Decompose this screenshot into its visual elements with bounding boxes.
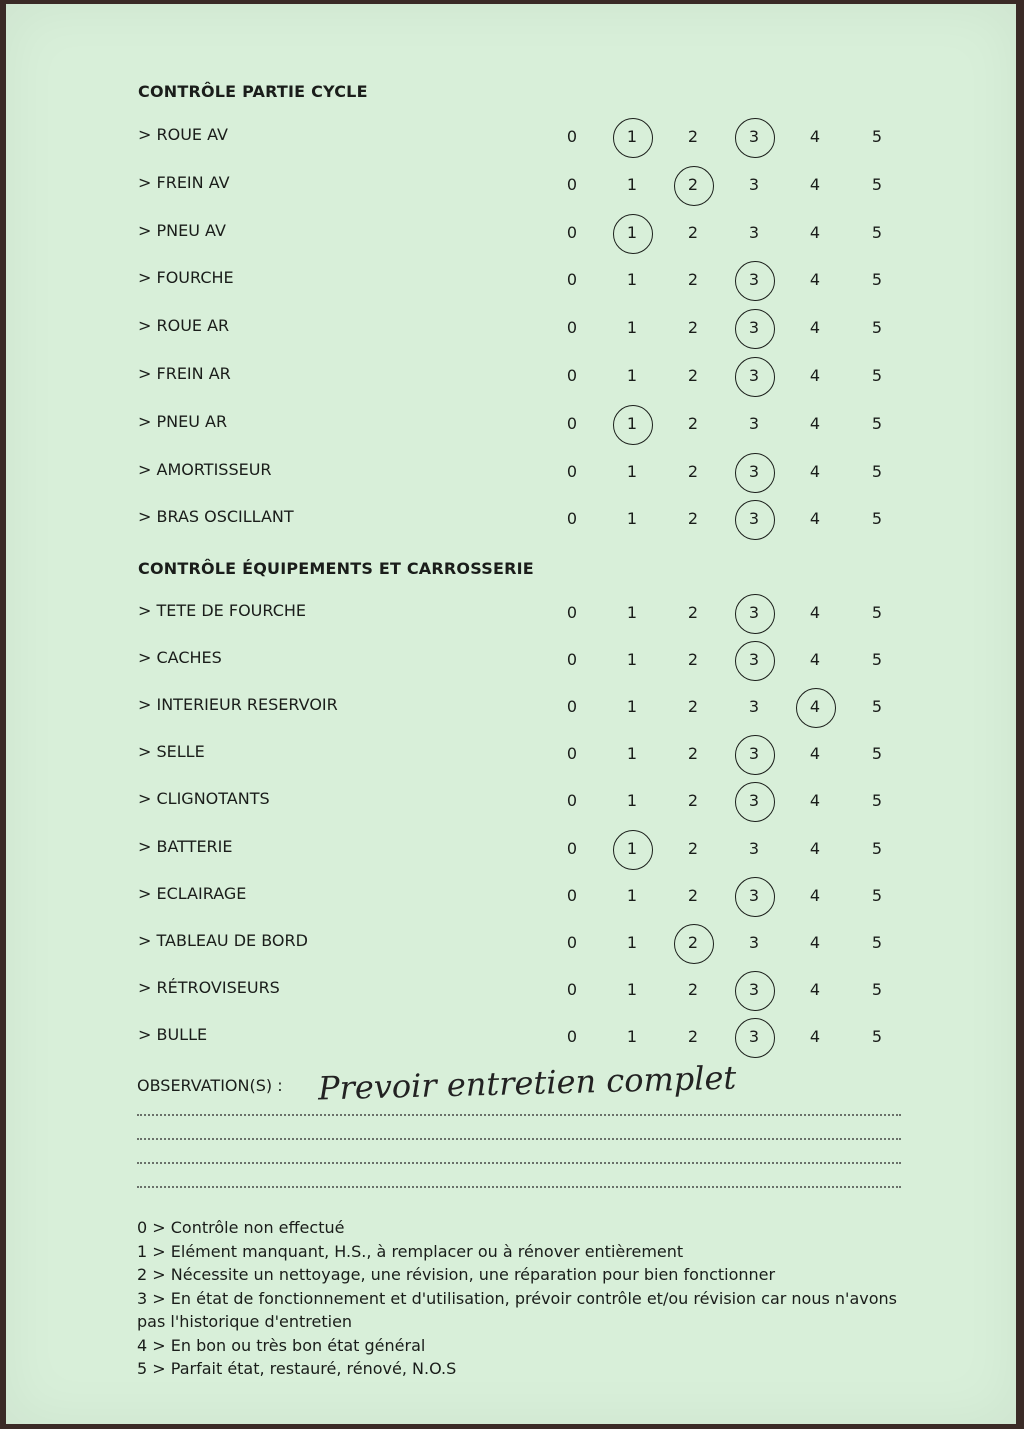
legend-line-2: 2 > Nécessite un nettoyage, une révision, une réparation pour bien fonctionner <box>137 1265 776 1284</box>
score-option-3: 3 <box>748 318 760 338</box>
score-option-0: 0 <box>566 318 578 338</box>
score-option-0: 0 <box>566 174 578 194</box>
inspection-row <box>6 221 1016 251</box>
score-option-5: 5 <box>871 366 883 385</box>
score-option-0: 0 <box>566 366 578 385</box>
score-option-4: 4 <box>809 838 821 858</box>
score-option-5: 5 <box>871 318 883 338</box>
observations-label: OBSERVATION(S) : <box>137 1076 283 1095</box>
score-option-0: 0 <box>566 932 578 952</box>
score-option-2: 2 <box>687 127 699 146</box>
score-option-5: 5 <box>871 222 883 242</box>
score-option-3: 3 <box>748 697 760 717</box>
score-option-2: 2 <box>687 1026 699 1046</box>
score-option-5: 5 <box>871 461 883 481</box>
score-option-3: 3 <box>748 838 760 858</box>
score-option-0: 0 <box>566 1026 578 1046</box>
score-option-3: 3 <box>748 650 760 670</box>
score-option-1: 1 <box>626 270 638 290</box>
inspection-row <box>6 460 1016 490</box>
inspection-item-label: > CACHES <box>138 648 222 668</box>
legend-line-0: 0 > Contrôle non effectué <box>137 1218 345 1237</box>
score-option-0: 0 <box>566 270 578 290</box>
score-option-0: 0 <box>566 791 578 811</box>
score-option-1: 1 <box>626 603 638 622</box>
score-option-0: 0 <box>566 979 578 999</box>
score-option-5: 5 <box>871 413 883 433</box>
inspection-row <box>6 931 1016 961</box>
score-option-3: 3 <box>748 366 760 385</box>
score-option-5: 5 <box>871 1026 883 1046</box>
inspection-row <box>6 316 1016 346</box>
inspection-row <box>6 884 1016 914</box>
score-option-3: 3 <box>748 222 760 242</box>
score-option-2: 2 <box>687 222 699 242</box>
score-option-4: 4 <box>809 318 821 338</box>
score-option-1: 1 <box>626 838 638 858</box>
inspection-row <box>6 695 1016 725</box>
score-option-3: 3 <box>748 270 760 290</box>
inspection-item-label: > BATTERIE <box>138 836 233 856</box>
score-option-1: 1 <box>626 979 638 999</box>
inspection-item-label: > FREIN AV <box>138 172 230 192</box>
inspection-row <box>6 648 1016 678</box>
inspection-row <box>6 601 1016 631</box>
score-option-5: 5 <box>871 603 883 622</box>
score-option-0: 0 <box>566 461 578 481</box>
inspection-item-label: > ROUE AR <box>138 316 230 336</box>
score-option-2: 2 <box>687 979 699 999</box>
score-option-5: 5 <box>871 838 883 858</box>
score-option-2: 2 <box>687 885 699 905</box>
inspection-item-label: > AMORTISSEUR <box>138 459 272 479</box>
score-option-3: 3 <box>748 174 760 194</box>
score-option-4: 4 <box>809 932 821 952</box>
score-option-5: 5 <box>871 509 883 529</box>
score-option-0: 0 <box>566 127 578 146</box>
score-option-2: 2 <box>687 174 699 194</box>
score-option-3: 3 <box>748 791 760 811</box>
inspection-item-label: > FOURCHE <box>138 268 234 288</box>
score-option-2: 2 <box>687 413 699 433</box>
score-option-3: 3 <box>748 1026 760 1046</box>
score-option-4: 4 <box>809 174 821 194</box>
inspection-item-label: > ROUE AV <box>138 125 228 144</box>
score-option-3: 3 <box>748 885 760 905</box>
score-option-2: 2 <box>687 509 699 529</box>
legend-line-5: 5 > Parfait état, restauré, rénové, N.O.S <box>137 1359 457 1378</box>
inspection-item-label: > CLIGNOTANTS <box>138 789 270 809</box>
score-option-5: 5 <box>871 650 883 670</box>
score-option-4: 4 <box>809 127 821 146</box>
observation-line <box>137 1186 901 1188</box>
score-option-1: 1 <box>626 650 638 670</box>
score-option-1: 1 <box>626 509 638 529</box>
score-option-1: 1 <box>626 366 638 385</box>
inspection-row <box>6 173 1016 203</box>
inspection-sheet <box>6 4 1016 1424</box>
score-option-0: 0 <box>566 744 578 764</box>
inspection-row <box>6 1025 1016 1055</box>
score-option-1: 1 <box>626 791 638 811</box>
section-title-equipment: CONTRÔLE ÉQUIPEMENTS ET CARROSSERIE <box>138 559 534 578</box>
score-option-2: 2 <box>687 932 699 952</box>
score-option-5: 5 <box>871 697 883 717</box>
score-option-1: 1 <box>626 932 638 952</box>
inspection-row <box>6 789 1016 819</box>
score-option-1: 1 <box>626 127 638 146</box>
inspection-row <box>6 837 1016 867</box>
score-option-2: 2 <box>687 461 699 481</box>
inspection-row <box>6 978 1016 1008</box>
score-option-3: 3 <box>748 603 760 622</box>
inspection-item-label: > BULLE <box>138 1024 208 1044</box>
score-option-0: 0 <box>566 885 578 905</box>
score-option-2: 2 <box>687 697 699 717</box>
inspection-row <box>6 507 1016 537</box>
inspection-row <box>6 412 1016 442</box>
score-option-4: 4 <box>809 885 821 905</box>
score-option-3: 3 <box>748 932 760 952</box>
score-option-1: 1 <box>626 885 638 905</box>
score-option-2: 2 <box>687 270 699 290</box>
section-title-cycle: CONTRÔLE PARTIE CYCLE <box>138 82 368 101</box>
score-option-3: 3 <box>748 127 760 146</box>
score-option-2: 2 <box>687 838 699 858</box>
inspection-row <box>6 364 1016 394</box>
score-option-3: 3 <box>748 413 760 433</box>
score-option-1: 1 <box>626 413 638 433</box>
observation-line <box>137 1114 901 1116</box>
score-option-5: 5 <box>871 979 883 999</box>
score-option-4: 4 <box>809 509 821 529</box>
inspection-item-label: > PNEU AR <box>138 411 228 431</box>
legend-line-4: 4 > En bon ou très bon état général <box>137 1335 426 1355</box>
score-option-4: 4 <box>809 413 821 433</box>
score-option-1: 1 <box>626 697 638 717</box>
inspection-row <box>6 125 1016 155</box>
score-option-0: 0 <box>566 222 578 242</box>
inspection-row <box>6 742 1016 772</box>
score-option-2: 2 <box>687 650 699 670</box>
inspection-item-label: > PNEU AV <box>138 220 226 240</box>
score-option-4: 4 <box>809 650 821 670</box>
legend-line-3: 3 > En état de fonctionnement et d'utilisation, prévoir contrôle et/ou révision car nous n'avons pas l'historique d'entretien <box>137 1288 897 1331</box>
score-option-0: 0 <box>566 697 578 717</box>
score-option-5: 5 <box>871 744 883 764</box>
score-option-1: 1 <box>626 744 638 764</box>
score-option-2: 2 <box>687 791 699 811</box>
score-option-2: 2 <box>687 318 699 338</box>
inspection-item-label: > INTERIEUR RESERVOIR <box>138 695 338 715</box>
score-option-1: 1 <box>626 318 638 338</box>
score-option-5: 5 <box>871 791 883 811</box>
inspection-item-label: > TETE DE FOURCHE <box>138 601 306 620</box>
score-option-0: 0 <box>566 413 578 433</box>
score-option-0: 0 <box>566 838 578 858</box>
score-option-5: 5 <box>871 174 883 194</box>
inspection-item-label: > BRAS OSCILLANT <box>138 507 294 527</box>
score-option-3: 3 <box>748 979 760 999</box>
score-option-4: 4 <box>809 366 821 385</box>
observations-handwritten-note: Prevoir entretien complet <box>317 1058 737 1108</box>
score-option-4: 4 <box>809 270 821 290</box>
score-option-4: 4 <box>809 791 821 811</box>
score-option-4: 4 <box>809 744 821 764</box>
score-option-1: 1 <box>626 1026 638 1046</box>
score-option-5: 5 <box>871 270 883 290</box>
score-option-2: 2 <box>687 603 699 622</box>
score-option-1: 1 <box>626 461 638 481</box>
scale-legend <box>137 1216 897 1381</box>
score-option-3: 3 <box>748 744 760 764</box>
score-option-0: 0 <box>566 603 578 622</box>
score-option-0: 0 <box>566 509 578 529</box>
score-option-3: 3 <box>748 509 760 529</box>
score-option-4: 4 <box>809 697 821 717</box>
inspection-row <box>6 268 1016 298</box>
score-option-5: 5 <box>871 932 883 952</box>
inspection-item-label: > ECLAIRAGE <box>138 883 247 903</box>
inspection-item-label: > RÉTROVISEURS <box>138 977 280 997</box>
legend-line-1: 1 > Elément manquant, H.S., à remplacer ou à rénover entièrement <box>137 1241 684 1261</box>
inspection-item-label: > FREIN AR <box>138 364 231 383</box>
observation-line <box>137 1138 901 1140</box>
score-option-4: 4 <box>809 461 821 481</box>
score-option-4: 4 <box>809 979 821 999</box>
score-option-1: 1 <box>626 222 638 242</box>
score-option-4: 4 <box>809 1026 821 1046</box>
score-option-5: 5 <box>871 885 883 905</box>
score-option-4: 4 <box>809 603 821 622</box>
score-option-2: 2 <box>687 366 699 385</box>
score-option-5: 5 <box>871 127 883 146</box>
score-option-0: 0 <box>566 650 578 670</box>
score-option-3: 3 <box>748 461 760 481</box>
score-option-2: 2 <box>687 744 699 764</box>
inspection-item-label: > SELLE <box>138 742 205 762</box>
score-option-1: 1 <box>626 174 638 194</box>
inspection-item-label: > TABLEAU DE BORD <box>138 930 308 950</box>
observation-line <box>137 1162 901 1164</box>
score-option-4: 4 <box>809 222 821 242</box>
